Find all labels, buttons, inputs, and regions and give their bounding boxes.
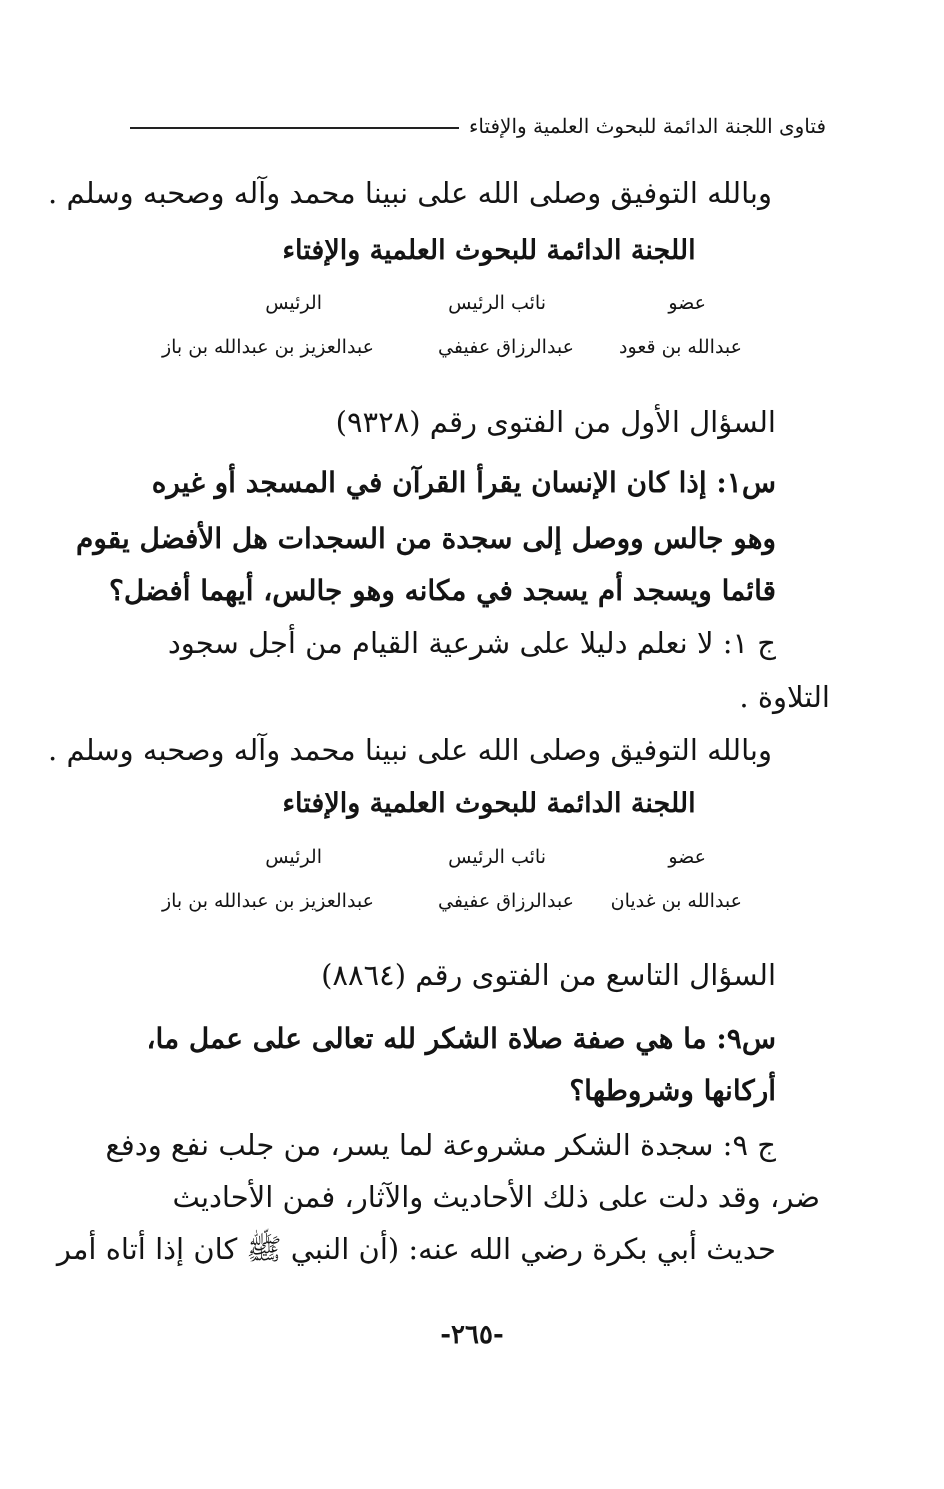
name-chair-1: عبدالعزيز بن عبدالله بن باز: [161, 336, 374, 358]
committee-name-1: اللجنة الدائمة للبحوث العلمية والإفتاء: [282, 235, 696, 266]
role-deputy-2: نائب الرئيس: [448, 846, 546, 868]
answer-1-line-2: التلاوة .: [739, 680, 830, 714]
name-member-1: عبدالله بن قعود: [619, 336, 742, 358]
page-number: -٢٦٥-: [440, 1320, 504, 1350]
header-title: فتاوى اللجنة الدائمة للبحوث العلمية والإفتاء: [468, 114, 826, 138]
name-member-2: عبدالله بن غديان: [610, 890, 742, 912]
question-1-line-2: وهو جالس ووصل إلى سجدة من السجدات هل الأفضل يقوم: [76, 522, 776, 555]
name-chair-2: عبدالعزيز بن عبدالله بن باز: [161, 890, 374, 912]
closing-line-2: وبالله التوفيق وصلى الله على نبينا محمد وآله وصحبه وسلم .: [48, 733, 772, 767]
question-1-line-1: س١: إذا كان الإنسان يقرأ القرآن في المسجد أو غيره: [151, 466, 776, 499]
name-deputy-1: عبدالرزاق عفيفي: [438, 336, 574, 358]
question-9-line-2: أركانها وشروطها؟: [569, 1074, 776, 1107]
question-1-line-3: قائما ويسجد أم يسجد في مكانه وهو جالس، أيهما أفضل؟: [109, 574, 776, 607]
answer-9-line-2: ضر، وقد دلت على ذلك الأحاديث والآثار، فمن الأحاديث: [172, 1180, 820, 1214]
committee-name-2: اللجنة الدائمة للبحوث العلمية والإفتاء: [282, 788, 696, 819]
role-chair-1: الرئيس: [265, 292, 322, 314]
role-deputy-1: نائب الرئيس: [448, 292, 546, 314]
closing-line-1: وبالله التوفيق وصلى الله على نبينا محمد وآله وصحبه وسلم .: [48, 176, 772, 210]
question-title-1: السؤال الأول من الفتوى رقم (٩٣٢٨): [335, 405, 776, 439]
role-member-2: عضو: [668, 846, 706, 868]
role-chair-2: الرئيس: [265, 846, 322, 868]
answer-1-line-1: ج ١: لا نعلم دليلا على شرعية القيام من أجل سجود: [167, 626, 776, 660]
role-member-1: عضو: [668, 292, 706, 314]
question-9-line-1: س٩: ما هي صفة صلاة الشكر لله تعالى على عمل ما،: [146, 1022, 776, 1055]
question-title-9: السؤال التاسع من الفتوى رقم (٨٨٦٤): [321, 958, 776, 992]
name-deputy-2: عبدالرزاق عفيفي: [438, 890, 574, 912]
answer-9-line-1: ج ٩: سجدة الشكر مشروعة لما يسر، من جلب نفع ودفع: [105, 1128, 776, 1162]
header-rule: [130, 127, 459, 129]
answer-9-line-3: حديث أبي بكرة رضي الله عنه: (أن النبي ﷺ كان إذا أتاه أمر: [56, 1232, 776, 1266]
page-header: [130, 108, 826, 144]
